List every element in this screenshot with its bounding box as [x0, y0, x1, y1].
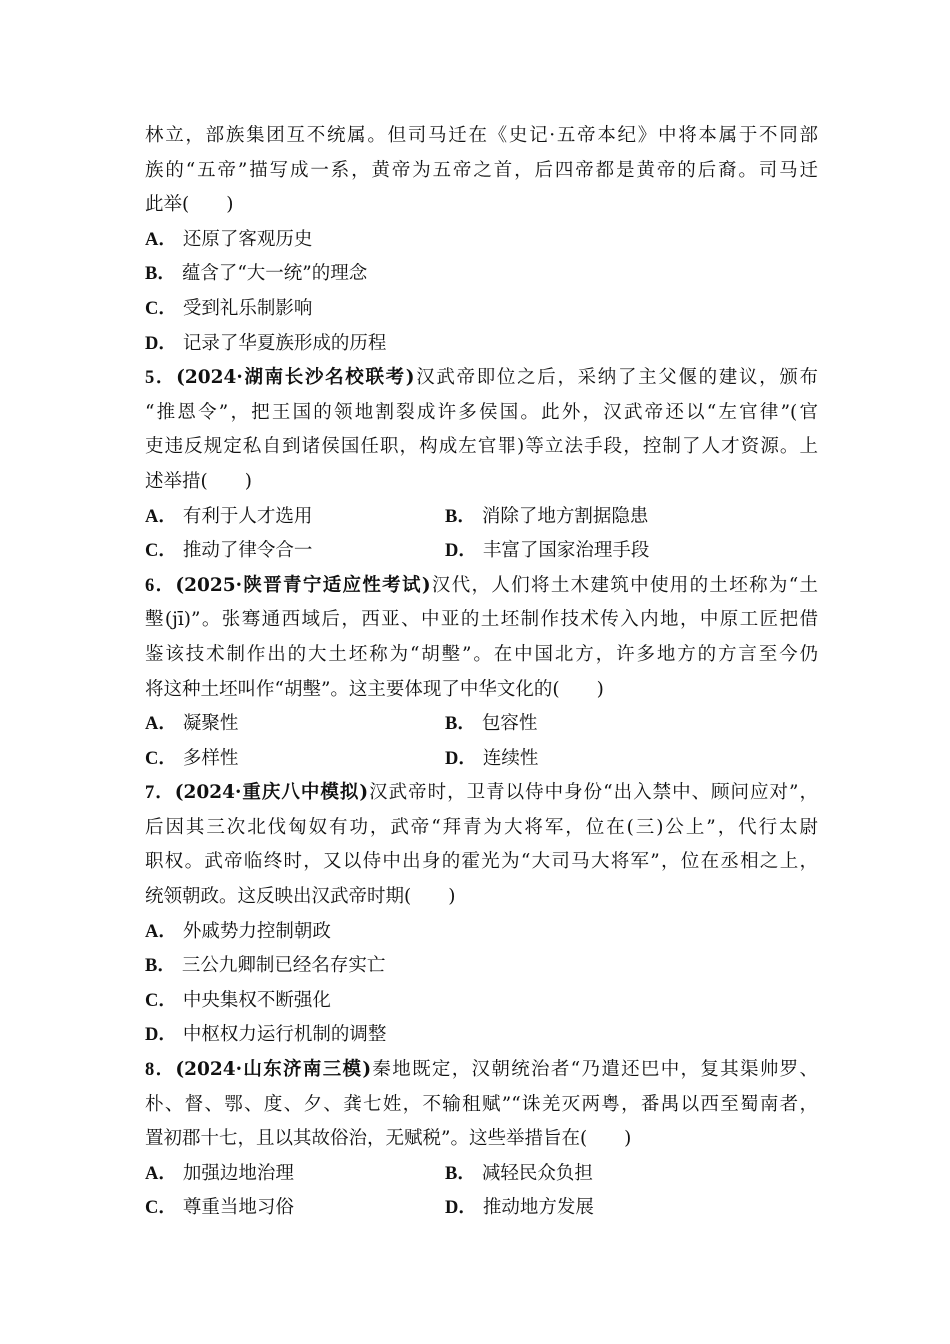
question-text-line: 将这种土坯叫作“胡墼”。这主要体现了中华文化的( )	[145, 678, 604, 700]
option-label: A．	[145, 229, 177, 250]
option-b[interactable]	[445, 707, 745, 742]
question-text-line: 鉴该技术制作出的大土坯称为“胡墼”。在中国北方，许多地方的方言至今仍	[145, 643, 818, 665]
question-text-line: 后因其三次北伐匈奴有功，武帝“拜青为大将军，位在(三)公上”，代行太尉	[145, 816, 818, 838]
option-text: 中央集权不断强化	[182, 989, 331, 1011]
option-d[interactable]	[445, 534, 745, 569]
option-b[interactable]	[445, 500, 745, 535]
option-a[interactable]	[145, 915, 818, 950]
option-text: 加强边地治理	[182, 1162, 294, 1184]
option-d[interactable]	[145, 1018, 818, 1053]
question-text-line: 此举( )	[145, 194, 234, 216]
question-text-line: 族的“五帝”描写成一系，黄帝为五帝之首，后四帝都是黄帝的后裔。司马迁	[145, 159, 818, 181]
option-text: 减轻民众负担	[481, 1162, 593, 1184]
document-page	[145, 119, 818, 1226]
question-source: (2025·陕晋青宁适应性考试)	[175, 574, 431, 596]
option-label: D．	[445, 541, 477, 562]
question-source: (2024·山东济南三模)	[175, 1059, 372, 1081]
question-7	[145, 776, 818, 1053]
question-text-line: 述举措( )	[145, 470, 252, 492]
option-text: 受到礼乐制影响	[182, 297, 313, 319]
option-label: D．	[445, 748, 477, 769]
options-row	[145, 742, 818, 777]
option-c[interactable]	[145, 292, 818, 327]
question-text: 汉代，人们将土木建筑中使用的土坯称为“土	[430, 574, 818, 596]
option-label: A．	[145, 1163, 177, 1184]
option-label: C．	[145, 748, 177, 769]
options-row	[145, 500, 818, 535]
option-text: 推动地方发展	[482, 1197, 594, 1219]
options-row	[145, 534, 818, 569]
options-row	[145, 1191, 818, 1226]
option-text: 消除了地方割据隐患	[481, 505, 649, 527]
option-text: 多样性	[182, 747, 239, 769]
option-a[interactable]	[145, 1157, 445, 1192]
option-text: 推动了律令合一	[182, 540, 313, 562]
option-text: 丰富了国家治理手段	[482, 540, 650, 562]
option-label: C．	[145, 990, 177, 1011]
option-text: 记录了华夏族形成的历程	[182, 332, 387, 354]
question-text-line: 职权。武帝临终时，又以侍中出身的霍光为“大司马大将军”，位在丞相之上，	[145, 851, 818, 873]
option-label: D．	[145, 333, 177, 354]
option-c[interactable]	[145, 742, 445, 777]
option-c[interactable]	[145, 534, 445, 569]
option-label: B．	[145, 956, 176, 977]
option-c[interactable]	[145, 1191, 445, 1226]
question-text-line: 林立，部族集团互不统属。但司马迁在《史记·五帝本纪》中将本属于不同部	[145, 125, 818, 146]
question-stem-first-line	[145, 776, 818, 811]
options-row	[145, 707, 818, 742]
question-text-line: 墼(jī)”。张骞通西域后，西亚、中亚的土坯制作技术传入内地，中原工匠把借	[145, 609, 818, 631]
option-a[interactable]	[145, 707, 445, 742]
question-6	[145, 569, 818, 777]
question-number: 8．	[145, 1060, 176, 1081]
option-label: B．	[445, 1163, 476, 1184]
question-source: (2024·重庆八中模拟)	[174, 782, 369, 804]
question-number: 7．	[145, 783, 175, 804]
option-text: 三公九卿制已经名存实亡	[181, 955, 386, 977]
option-label: B．	[445, 714, 476, 735]
question-number: 6．	[145, 575, 176, 596]
option-d[interactable]	[445, 1191, 745, 1226]
option-text: 还原了客观历史	[182, 228, 313, 250]
question-text: 汉武帝时，卫青以侍中身份“出入禁中、顾问应对”，	[368, 782, 818, 804]
question-8	[145, 1053, 818, 1226]
option-label: C．	[145, 298, 177, 319]
question-text-line: 朴、督、鄂、度、夕、龚七姓，不输租赋”“诛羌灭两粤，番禺以西至蜀南者，	[145, 1093, 818, 1115]
option-c[interactable]	[145, 984, 818, 1019]
option-text: 包容性	[481, 713, 538, 735]
option-label: A．	[145, 714, 177, 735]
option-text: 凝聚性	[182, 713, 239, 735]
question-text-line: “推恩令”，把王国的领地割裂成许多侯国。此外，汉武帝还以“左官律”(官	[145, 401, 818, 423]
option-b[interactable]	[145, 949, 818, 984]
option-label: B．	[145, 264, 176, 285]
question-source: (2024·湖南长沙名校联考)	[176, 367, 415, 389]
question-stem-first-line	[145, 361, 818, 396]
option-text: 连续性	[482, 747, 539, 769]
option-label: C．	[145, 541, 177, 562]
option-text: 中枢权力运行机制的调整	[182, 1024, 387, 1046]
option-d[interactable]	[145, 327, 818, 362]
option-label: C．	[145, 1198, 177, 1219]
option-d[interactable]	[445, 742, 745, 777]
option-b[interactable]	[445, 1157, 745, 1192]
option-label: D．	[145, 1025, 177, 1046]
question-text-line: 统领朝政。这反映出汉武帝时期( )	[145, 886, 456, 908]
option-text: 外戚势力控制朝政	[182, 920, 331, 942]
option-text: 尊重当地习俗	[182, 1197, 294, 1219]
option-text: 蕴含了“大一统”的理念	[181, 263, 368, 285]
option-label: A．	[145, 506, 177, 527]
option-a[interactable]	[145, 223, 818, 258]
question-stem-first-line	[145, 569, 818, 604]
option-b[interactable]	[145, 257, 818, 292]
question-text-line: 吏违反规定私自到诸侯国任职，构成左官罪)等立法手段，控制了人才资源。上	[145, 436, 818, 458]
question-text: 汉武帝即位之后，采纳了主父偃的建议，颁布	[414, 367, 818, 389]
option-text: 有利于人才选用	[182, 505, 313, 527]
option-label: A．	[145, 921, 177, 942]
options-row	[145, 1157, 818, 1192]
option-label: D．	[445, 1198, 477, 1219]
question-number: 5．	[145, 368, 177, 389]
question-4	[145, 119, 818, 361]
question-stem-first-line	[145, 1053, 818, 1088]
question-text-line: 置初郡十七，且以其故俗治，无赋税”。这些举措旨在( )	[145, 1128, 632, 1150]
question-text: 秦地既定，汉朝统治者“乃遣还巴中，复其渠帅罗、	[371, 1059, 818, 1081]
option-label: B．	[445, 506, 476, 527]
question-5	[145, 361, 818, 569]
option-a[interactable]	[145, 500, 445, 535]
